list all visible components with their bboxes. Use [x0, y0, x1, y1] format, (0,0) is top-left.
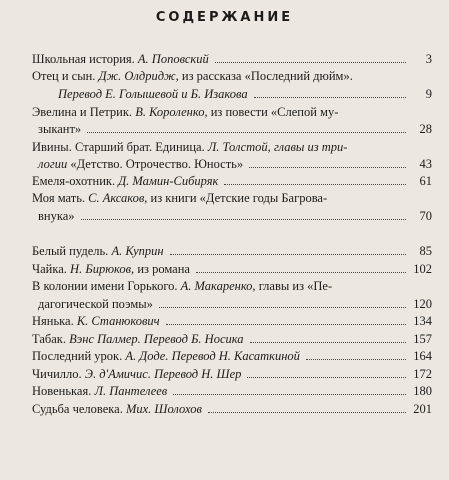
toc-entry-7	[32, 243, 432, 260]
entry-title: Новенькая.	[32, 384, 92, 398]
entry-title: Моя мать.	[32, 191, 86, 205]
entry-author: Д. Мамин-Сибиряк	[118, 174, 219, 188]
toc-entry-14	[32, 383, 432, 400]
dot-leader	[249, 166, 406, 168]
dot-leader	[159, 306, 406, 308]
toc-entry-9	[32, 278, 432, 295]
entry-title: Эвелина и Петрик.	[32, 105, 133, 119]
entry-author: Э. д'Амичис.	[84, 367, 151, 381]
dot-leader	[306, 358, 406, 360]
entry-subtitle: из книги «Детские годы Багрова-	[150, 191, 328, 205]
toc-entry-8	[32, 261, 432, 278]
entry-author: Вэнс Палмер.	[69, 332, 141, 346]
toc-entry-6-cont: внука» 70	[38, 209, 432, 223]
entry-title: Последний урок.	[32, 349, 123, 363]
page-number: 102	[413, 262, 432, 276]
page-number: 164	[413, 349, 432, 363]
toc-entry-2	[32, 68, 432, 85]
entry-author: К. Станюкович	[76, 314, 160, 328]
entry-author: А. Доде.	[125, 349, 169, 363]
entry-author: Мих. Шолохов	[125, 402, 202, 416]
dot-leader	[250, 341, 406, 343]
entry-title: Чичилло.	[32, 367, 82, 381]
dot-leader	[254, 96, 406, 98]
toc-entry-2-cont: Перевод Е. Голышевой и Б. Изакова 9	[58, 87, 432, 101]
entry-translator: Б. Изакова	[190, 87, 248, 101]
entry-subtitle: главы из «Пе-	[258, 279, 333, 293]
page-number: 85	[419, 244, 432, 258]
entry-subtitle: из повести «Слепой му-	[210, 105, 339, 119]
toc-entry-9-cont: дагогической поэмы» 120	[38, 297, 432, 311]
entry-translator: Н. Шер	[201, 367, 242, 381]
entry-translator: Н. Касаткиной	[218, 349, 300, 363]
dot-leader	[208, 411, 406, 413]
entry-author: Дж. Олдридж,	[98, 69, 179, 83]
page-number: 9	[425, 87, 432, 101]
toc-entry-11: Табак. Вэнс Палмер. Перевод Б. Носика 157	[32, 332, 432, 346]
toc-entry-10	[32, 313, 432, 330]
entry-title: Ивины. Старший брат. Единица.	[32, 140, 205, 154]
dot-leader	[81, 218, 406, 220]
entry-author: Л. Толстой,	[207, 140, 271, 154]
page-number: 201	[413, 402, 432, 416]
dot-leader	[166, 323, 406, 325]
toc-entry-4-cont: логии «Детство. Отрочество. Юность» 43	[38, 157, 432, 171]
entry-subtitle: из романа	[137, 262, 190, 276]
dot-leader	[247, 376, 406, 378]
toc-entry-13: Чичилло. Э. д'Амичис. Перевод Н. Шер 172	[32, 367, 432, 381]
dot-leader	[173, 393, 406, 395]
entry-author: С. Аксаков,	[88, 191, 148, 205]
entry-author: А. Макаренко,	[180, 279, 256, 293]
toc-entry-15	[32, 401, 432, 418]
entry-title: Емеля-охотник.	[32, 174, 116, 188]
entry-translator: Б. Носика	[191, 332, 244, 346]
toc-entry-5	[32, 173, 432, 190]
page-number: 172	[413, 367, 432, 381]
page-number: 61	[419, 174, 432, 188]
entry-title: Чайка.	[32, 262, 67, 276]
entry-author: Н. Бирюков,	[70, 262, 135, 276]
dot-leader	[224, 183, 406, 185]
entry-title: Табак.	[32, 332, 66, 346]
page-number: 3	[425, 52, 432, 66]
page-number: 43	[419, 157, 432, 171]
entry-author: Л. Пантелеев	[94, 384, 168, 398]
entry-translator: Е. Голышевой	[105, 87, 179, 101]
entry-title: Судьба человека.	[32, 402, 123, 416]
page-number: 28	[419, 122, 432, 136]
toc-entry-3-cont: зыкант» 28	[38, 122, 432, 136]
entry-author: В. Короленко,	[135, 105, 208, 119]
toc-entry-3	[32, 104, 432, 121]
dot-leader	[87, 131, 406, 133]
page-number: 134	[413, 314, 432, 328]
toc-entry-12: Последний урок. А. Доде. Перевод Н. Касаткиной 164	[32, 349, 432, 363]
page-number: 120	[413, 297, 432, 311]
entry-author: А. Куприн	[111, 244, 164, 258]
page-number: 180	[413, 384, 432, 398]
page-number: 70	[419, 209, 432, 223]
page-number: 157	[413, 332, 432, 346]
entry-subtitle: главы из три-	[273, 140, 348, 154]
entry-title: Школьная история.	[32, 52, 135, 66]
dot-leader	[170, 253, 406, 255]
entry-title: В колонии имени Горького.	[32, 279, 178, 293]
dot-leader	[215, 61, 406, 63]
entry-title: Отец и сын.	[32, 69, 96, 83]
entry-author: А. Поповский	[137, 52, 209, 66]
dot-leader	[196, 271, 406, 273]
entry-title: Белый пудель.	[32, 244, 109, 258]
toc-heading: СОДЕРЖАНИЕ	[155, 10, 294, 25]
entry-title: Нянька.	[32, 314, 74, 328]
toc-entry-6	[32, 190, 432, 207]
toc-entry-4	[32, 139, 432, 156]
toc-entry-1	[32, 51, 432, 68]
entry-subtitle: из рассказа «Последний дюйм».	[181, 69, 353, 83]
